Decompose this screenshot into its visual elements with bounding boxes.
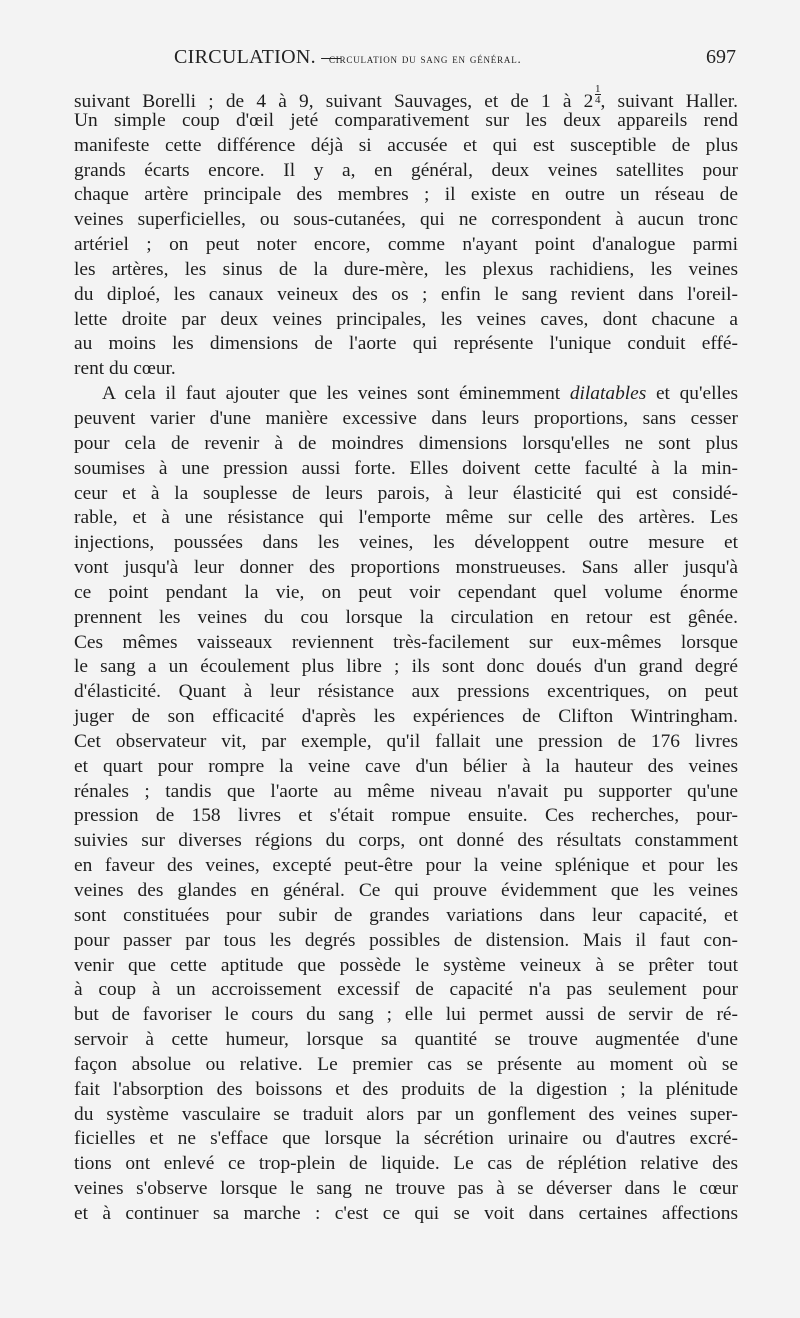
text-line: vont jusqu'à leur donner des proportions monstrueuses. Sans aller jusqu'à — [74, 557, 738, 579]
text-line: et à continuer sa marche : c'est ce qui se voit dans certaines affections — [74, 1202, 738, 1224]
text-line: veines s'observe lorsque le sang ne trouve pas à se déverser dans le cœur — [74, 1178, 738, 1200]
text-line — [74, 83, 738, 112]
text-line: en faveur des veines, excepté peut-être pour la veine splénique et pour les — [74, 855, 738, 877]
running-head — [74, 46, 738, 74]
text-line: pour cela de revenir à de moindres dimensions lorsqu'elles ne sont plus — [74, 432, 738, 454]
text-line: façon absolue ou relative. Le premier cas se présente au moment où se — [74, 1053, 738, 1075]
text-fragment: suivant Borelli ; de 4 à 9, suivant Sauvages, et de 1 à 2 — [74, 91, 594, 112]
text-line: lette droite par deux veines principales, les veines caves, dont chacune a — [74, 308, 738, 330]
text-line: au moins les dimensions de l'aorte qui représente l'unique conduit effé- — [74, 333, 738, 355]
text-line: Un simple coup d'œil jeté comparativement sur les deux appareils rend — [74, 109, 738, 131]
text-line: but de favoriser le cours du sang ; elle lui permet aussi de servir de ré- — [74, 1004, 738, 1026]
text-line: sont constituées pour subir de grandes variations dans leur capacité, et — [74, 904, 738, 926]
running-head-section: CIRCULATION. — — [174, 46, 342, 68]
text-line — [74, 382, 738, 407]
text-line: ce point pendant la vie, on peut voir cependant quel volume énorme — [74, 581, 738, 603]
text-line: chaque artère principale des membres ; il existe en outre un réseau de — [74, 184, 738, 206]
text-line: servoir à cette humeur, lorsque sa quantité se trouve augmentée d'une — [74, 1029, 738, 1051]
fraction-numerator: 1 — [595, 83, 601, 95]
italic-term: dilatables — [569, 383, 647, 405]
text-line: juger de son efficacité d'après les expériences de Clifton Wintringham. — [74, 706, 738, 728]
text-line: soumises à une pression aussi forte. Elles doivent cette faculté à la min- — [74, 457, 738, 479]
page-number: 697 — [706, 46, 736, 68]
text-line: les artères, les sinus de la dure-mère, les plexus rachidiens, les veines — [74, 258, 738, 280]
text-line: d'élasticité. Quant à leur résistance aux pressions excentriques, on peut — [74, 681, 738, 703]
text-line: ceur et à la souplesse de leurs parois, à leur élasticité qui est considé- — [74, 482, 738, 504]
text-fragment: , suivant Haller. — [600, 91, 738, 112]
text-line: pression de 158 livres et s'était rompue ensuite. Ces recherches, pour- — [74, 805, 738, 827]
text-line: fait l'absorption des boissons et des produits de la digestion ; la plénitude — [74, 1078, 738, 1100]
text-line: du diploé, les canaux veineux des os ; enfin le sang revient dans l'oreil- — [74, 283, 738, 305]
text-line: grands écarts encore. Il y a, en général, deux veines satellites pour — [74, 159, 738, 181]
text-line: rable, et à une résistance qui l'emporte même sur celle des artères. Les — [74, 507, 738, 529]
text-line: veines des glandes en général. Ce qui prouve évidemment que les veines — [74, 880, 738, 901]
fraction-denominator: 4 — [595, 94, 601, 106]
text-line: peuvent varier d'une manière excessive dans leurs proportions, sans cesser — [74, 407, 738, 429]
text-fragment: A cela il faut ajouter que les veines sont éminemment — [102, 383, 561, 405]
text-line: injections, poussées dans les veines, les développent outre mesure et — [74, 532, 738, 554]
running-head-subsection: circulation du sang en général. — [329, 51, 522, 66]
text-line: rent du cœur. — [74, 358, 176, 380]
text-fragment: et qu'elles — [655, 383, 738, 405]
text-line: et quart pour rompre la veine cave d'un bélier à la hauteur des veines — [74, 755, 738, 777]
text-line: Cet observateur vit, par exemple, qu'il fallait une pression de 176 livres — [74, 730, 738, 752]
text-line: pour passer par tous les degrés possibles de distension. Mais il faut con- — [74, 929, 738, 951]
text-line: manifeste cette différence déjà si accusée et qui est susceptible de plus — [74, 134, 738, 156]
text-line: venir que cette aptitude que possède le système veineux à se prêter tout — [74, 954, 738, 976]
text-line: suivies sur diverses régions du corps, ont donné des résultats constamment — [74, 830, 738, 852]
text-line: ficielles et ne s'efface que lorsque la sécrétion urinaire ou d'autres excré- — [74, 1128, 738, 1150]
text-line: le sang a un écoulement plus libre ; ils sont donc doués d'un grand degré — [74, 656, 738, 678]
text-line: Ces mêmes vaisseaux reviennent très-facilement sur eux-mêmes lorsque — [74, 631, 738, 653]
text-line: à coup à un accroissement excessif de capacité n'a pas seulement pour — [74, 979, 738, 1001]
text-line: du système vasculaire se traduit alors par un gonflement des veines super- — [74, 1103, 738, 1125]
text-line: artériel ; on peut noter encore, comme n'ayant point d'analogue parmi — [74, 234, 738, 256]
text-line: veines superficielles, ou sous-cutanées, qui ne correspondent à aucun tronc — [74, 209, 738, 231]
text-line: rénales ; tandis que l'aorte au même niveau n'avait pu supporter qu'une — [74, 780, 738, 802]
body-text — [74, 84, 738, 1227]
text-line: tions ont enlevé ce trop-plein de liquide. Le cas de réplétion relative des — [74, 1153, 738, 1175]
text-line: prennent les veines du cou lorsque la circulation en retour est gênée. — [74, 606, 738, 628]
